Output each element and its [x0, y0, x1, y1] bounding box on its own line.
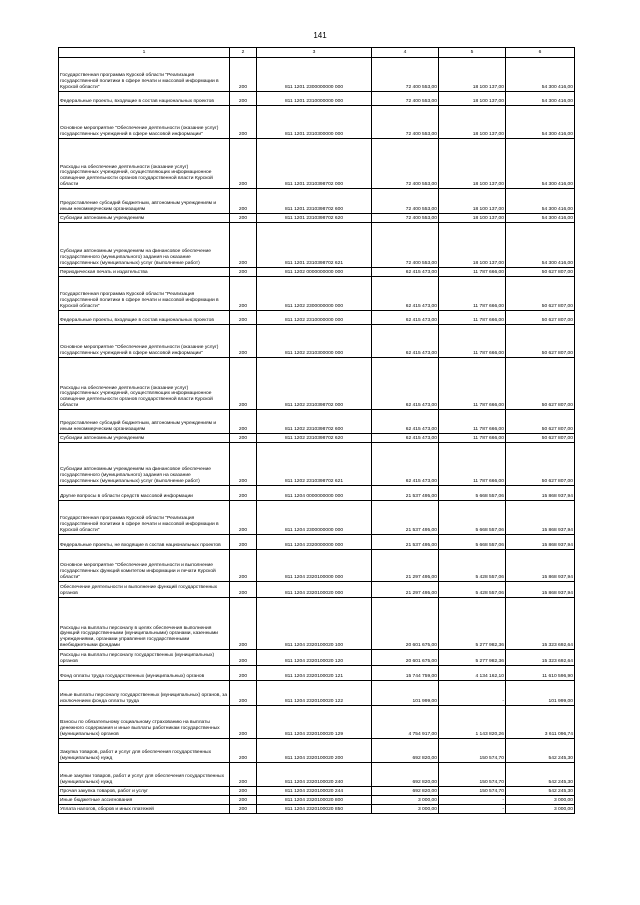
- row-column2-cell: 200: [230, 92, 257, 106]
- row-name-cell: Государственная программа Курской области "Реализация государственной политики в сфере печати и массовой информации в Курской области": [59, 277, 230, 311]
- row-executed-amount-cell: 11 787 666,00: [439, 410, 506, 434]
- row-name-cell: Государственная программа Курской области "Реализация государственной политики в сфере печати и массовой информации в Курской области": [59, 58, 230, 92]
- row-code-cell: 811 1202 2310000000 000: [257, 311, 372, 325]
- row-code-cell: 811 1201 2310398702 000: [257, 139, 372, 189]
- row-approved-amount-cell: 62 415 473,00: [372, 443, 439, 486]
- row-column2-cell: 200: [230, 763, 257, 787]
- column-header-5: 5: [439, 48, 506, 58]
- row-approved-amount-cell: 15 744 759,00: [372, 666, 439, 681]
- row-column2-cell: 200: [230, 214, 257, 223]
- row-approved-amount-cell: 62 415 473,00: [372, 268, 439, 277]
- row-approved-amount-cell: 72 400 553,00: [372, 92, 439, 106]
- row-remaining-amount-cell: 15 868 937,94: [506, 550, 575, 582]
- row-executed-amount-cell: 18 100 137,00: [439, 189, 506, 214]
- row-executed-amount-cell: -: [439, 796, 506, 805]
- row-column2-cell: 200: [230, 681, 257, 706]
- row-code-cell: 811 1204 2320100020 100: [257, 598, 372, 650]
- row-executed-amount-cell: 11 787 666,00: [439, 325, 506, 358]
- table-row: [59, 106, 575, 139]
- column-header-3: 3: [257, 48, 372, 58]
- row-remaining-amount-cell: 54 300 416,00: [506, 92, 575, 106]
- table-row: [59, 443, 575, 486]
- row-column2-cell: 200: [230, 106, 257, 139]
- table-row: [59, 325, 575, 358]
- row-executed-amount-cell: 4 134 162,10: [439, 666, 506, 681]
- row-executed-amount-cell: 150 574,70: [439, 787, 506, 796]
- row-executed-amount-cell: 5 277 982,36: [439, 650, 506, 666]
- row-remaining-amount-cell: 542 245,30: [506, 787, 575, 796]
- table-row: [59, 805, 575, 814]
- row-executed-amount-cell: 5 668 557,06: [439, 535, 506, 550]
- row-remaining-amount-cell: 54 300 416,00: [506, 58, 575, 92]
- row-column2-cell: 200: [230, 787, 257, 796]
- row-name-cell: Фонд оплаты труда государственных (муниципальных) органов: [59, 666, 230, 681]
- row-executed-amount-cell: 11 787 666,00: [439, 277, 506, 311]
- row-remaining-amount-cell: 50 627 807,00: [506, 277, 575, 311]
- row-approved-amount-cell: 62 415 473,00: [372, 311, 439, 325]
- row-column2-cell: 200: [230, 223, 257, 268]
- row-approved-amount-cell: 62 415 473,00: [372, 325, 439, 358]
- row-code-cell: 811 1204 2320100020 244: [257, 787, 372, 796]
- row-remaining-amount-cell: 54 300 416,00: [506, 139, 575, 189]
- row-code-cell: 811 1204 2320100020 850: [257, 805, 372, 814]
- row-executed-amount-cell: 11 787 666,00: [439, 434, 506, 443]
- row-code-cell: 811 1204 2320100020 240: [257, 763, 372, 787]
- row-remaining-amount-cell: 50 627 807,00: [506, 443, 575, 486]
- row-remaining-amount-cell: 50 627 807,00: [506, 268, 575, 277]
- row-remaining-amount-cell: 15 323 692,64: [506, 598, 575, 650]
- row-code-cell: 811 1201 2310000000 000: [257, 92, 372, 106]
- row-column2-cell: 200: [230, 666, 257, 681]
- row-approved-amount-cell: 21 537 495,00: [372, 535, 439, 550]
- row-code-cell: 811 1204 2320100020 800: [257, 796, 372, 805]
- row-approved-amount-cell: 20 601 675,00: [372, 650, 439, 666]
- table-row: [59, 311, 575, 325]
- column-header-1: 1: [59, 48, 230, 58]
- row-column2-cell: 200: [230, 58, 257, 92]
- row-name-cell: Основное мероприятие "Обеспечение деятельности и выполнение государственных функций комитетом информации и печати Курской области": [59, 550, 230, 582]
- row-code-cell: 811 1204 2320100020 120: [257, 650, 372, 666]
- row-name-cell: Расходы на выплаты персоналу государственных (муниципальных) органов: [59, 650, 230, 666]
- table-row: [59, 681, 575, 706]
- row-column2-cell: 200: [230, 650, 257, 666]
- table-row: [59, 139, 575, 189]
- table-row: [59, 787, 575, 796]
- budget-table: [58, 47, 575, 814]
- row-code-cell: 811 1201 2310398702 600: [257, 189, 372, 214]
- row-approved-amount-cell: 21 297 495,00: [372, 582, 439, 598]
- row-remaining-amount-cell: 3 000,00: [506, 805, 575, 814]
- row-approved-amount-cell: 692 820,00: [372, 739, 439, 763]
- table-row: [59, 501, 575, 535]
- row-code-cell: 811 1204 2320100020 122: [257, 681, 372, 706]
- row-column2-cell: 200: [230, 277, 257, 311]
- row-executed-amount-cell: -: [439, 805, 506, 814]
- row-executed-amount-cell: 5 668 557,06: [439, 486, 506, 501]
- row-name-cell: Расходы на обеспечение деятельности (оказание услуг) государственных учреждений, осуществляющих информационное освещение деятельности органов государственной власти Курской области: [59, 139, 230, 189]
- row-column2-cell: 200: [230, 358, 257, 410]
- row-name-cell: Иные закупки товаров, работ и услуг для обеспечения государственных (муниципальных) нужд: [59, 763, 230, 787]
- table-body: [59, 58, 575, 814]
- row-remaining-amount-cell: 54 300 416,00: [506, 214, 575, 223]
- table-row: [59, 650, 575, 666]
- row-name-cell: Субсидии автономным учреждениям на финансовое обеспечение государственного (муниципального) задания на оказание государственных (муниципальных) услуг (выполнение работ): [59, 223, 230, 268]
- row-remaining-amount-cell: 50 627 807,00: [506, 410, 575, 434]
- row-code-cell: 811 1204 2320100020 121: [257, 666, 372, 681]
- row-approved-amount-cell: 62 415 473,00: [372, 277, 439, 311]
- row-code-cell: 811 1204 2320100020 200: [257, 739, 372, 763]
- row-name-cell: Другие вопросы в области средств массовой информации: [59, 486, 230, 501]
- table-row: [59, 277, 575, 311]
- row-code-cell: 811 1202 2310398702 600: [257, 410, 372, 434]
- row-approved-amount-cell: 3 000,00: [372, 796, 439, 805]
- table-row: [59, 358, 575, 410]
- row-code-cell: 811 1201 2310398702 621: [257, 223, 372, 268]
- row-code-cell: 811 1202 2310398702 620: [257, 434, 372, 443]
- row-column2-cell: 200: [230, 550, 257, 582]
- row-remaining-amount-cell: 542 245,30: [506, 763, 575, 787]
- row-remaining-amount-cell: 101 999,00: [506, 681, 575, 706]
- row-name-cell: Субсидии автономным учреждениям на финансовое обеспечение государственного (муниципального) задания на оказание государственных (муниципальных) услуг (выполнение работ): [59, 443, 230, 486]
- column-header-2: 2: [230, 48, 257, 58]
- table-row: [59, 550, 575, 582]
- row-executed-amount-cell: 18 100 137,00: [439, 139, 506, 189]
- table-row: [59, 268, 575, 277]
- row-name-cell: Прочая закупка товаров, работ и услуг: [59, 787, 230, 796]
- row-code-cell: 811 1202 2310398702 000: [257, 358, 372, 410]
- row-column2-cell: 200: [230, 501, 257, 535]
- column-header-6: 6: [506, 48, 575, 58]
- row-approved-amount-cell: 62 415 473,00: [372, 434, 439, 443]
- row-column2-cell: 200: [230, 486, 257, 501]
- row-remaining-amount-cell: 54 300 416,00: [506, 189, 575, 214]
- row-column2-cell: 200: [230, 598, 257, 650]
- row-column2-cell: 200: [230, 443, 257, 486]
- row-remaining-amount-cell: 3 611 096,74: [506, 706, 575, 739]
- row-name-cell: Государственная программа Курской области "Реализация государственной политики в сфере печати и массовой информации в Курской области": [59, 501, 230, 535]
- row-name-cell: Предоставление субсидий бюджетным, автономным учреждениям и иным некоммерческим организациям: [59, 189, 230, 214]
- row-executed-amount-cell: 11 787 666,00: [439, 443, 506, 486]
- table-row: [59, 666, 575, 681]
- row-code-cell: 811 1201 2310398702 620: [257, 214, 372, 223]
- table-row: [59, 535, 575, 550]
- table-row: [59, 410, 575, 434]
- row-approved-amount-cell: 20 601 675,00: [372, 598, 439, 650]
- row-remaining-amount-cell: 54 300 416,00: [506, 106, 575, 139]
- row-name-cell: Федеральные проекты, входящие в состав национальных проектов: [59, 92, 230, 106]
- row-executed-amount-cell: 18 100 137,00: [439, 214, 506, 223]
- row-executed-amount-cell: 18 100 137,00: [439, 223, 506, 268]
- row-name-cell: Субсидии автономным учреждениям: [59, 214, 230, 223]
- table-row: [59, 434, 575, 443]
- row-remaining-amount-cell: 50 627 807,00: [506, 434, 575, 443]
- row-executed-amount-cell: 5 668 557,06: [439, 501, 506, 535]
- row-approved-amount-cell: 21 297 495,00: [372, 550, 439, 582]
- table-row: [59, 706, 575, 739]
- row-column2-cell: 200: [230, 535, 257, 550]
- row-executed-amount-cell: -: [439, 681, 506, 706]
- row-remaining-amount-cell: 50 627 807,00: [506, 325, 575, 358]
- row-approved-amount-cell: 21 537 495,00: [372, 501, 439, 535]
- row-approved-amount-cell: 72 400 553,00: [372, 139, 439, 189]
- row-column2-cell: 200: [230, 739, 257, 763]
- row-remaining-amount-cell: 15 868 937,94: [506, 501, 575, 535]
- table-row: [59, 763, 575, 787]
- row-code-cell: 811 1204 2300000000 000: [257, 501, 372, 535]
- row-column2-cell: 200: [230, 311, 257, 325]
- row-code-cell: 811 1202 2310300000 000: [257, 325, 372, 358]
- row-approved-amount-cell: 72 400 553,00: [372, 214, 439, 223]
- row-name-cell: Периодическая печать и издательства: [59, 268, 230, 277]
- row-column2-cell: 200: [230, 796, 257, 805]
- table-row: [59, 598, 575, 650]
- row-executed-amount-cell: 11 787 666,00: [439, 358, 506, 410]
- row-executed-amount-cell: 1 143 820,26: [439, 706, 506, 739]
- table-row: [59, 223, 575, 268]
- row-remaining-amount-cell: 50 627 807,00: [506, 358, 575, 410]
- table-header-row: [59, 48, 575, 58]
- row-code-cell: 811 1204 2320100020 129: [257, 706, 372, 739]
- row-column2-cell: 200: [230, 139, 257, 189]
- row-approved-amount-cell: 72 400 553,00: [372, 223, 439, 268]
- row-executed-amount-cell: 5 277 982,36: [439, 598, 506, 650]
- row-code-cell: 811 1202 2300000000 000: [257, 277, 372, 311]
- row-executed-amount-cell: 11 787 666,00: [439, 311, 506, 325]
- row-approved-amount-cell: 62 415 473,00: [372, 410, 439, 434]
- row-executed-amount-cell: 18 100 137,00: [439, 106, 506, 139]
- row-name-cell: Основное мероприятие "Обеспечение деятельности (оказание услуг) государственных учреждений в сфере массовой информации": [59, 325, 230, 358]
- row-code-cell: 811 1204 0000000000 000: [257, 486, 372, 501]
- row-approved-amount-cell: 62 415 473,00: [372, 358, 439, 410]
- table-row: [59, 92, 575, 106]
- row-name-cell: Основное мероприятие "Обеспечение деятельности (оказание услуг) государственных учреждений в сфере массовой информации": [59, 106, 230, 139]
- row-code-cell: 811 1204 2320100020 000: [257, 582, 372, 598]
- row-name-cell: Закупка товаров, работ и услуг для обеспечения государственных (муниципальных) нужд: [59, 739, 230, 763]
- row-remaining-amount-cell: 15 868 937,94: [506, 486, 575, 501]
- table-row: [59, 739, 575, 763]
- row-code-cell: 811 1204 2320100000 000: [257, 550, 372, 582]
- row-executed-amount-cell: 150 574,70: [439, 763, 506, 787]
- row-column2-cell: 200: [230, 325, 257, 358]
- row-column2-cell: 200: [230, 434, 257, 443]
- row-name-cell: Иные бюджетные ассигнования: [59, 796, 230, 805]
- row-column2-cell: 200: [230, 268, 257, 277]
- row-column2-cell: 200: [230, 410, 257, 434]
- row-executed-amount-cell: 18 100 137,00: [439, 58, 506, 92]
- row-approved-amount-cell: 72 400 553,00: [372, 106, 439, 139]
- row-remaining-amount-cell: 50 627 807,00: [506, 311, 575, 325]
- table-row: [59, 189, 575, 214]
- row-approved-amount-cell: 692 820,00: [372, 763, 439, 787]
- row-approved-amount-cell: 101 999,00: [372, 681, 439, 706]
- row-code-cell: 811 1202 2310398702 621: [257, 443, 372, 486]
- row-name-cell: Федеральные проекты, не входящие в состав национальных проектов: [59, 535, 230, 550]
- row-approved-amount-cell: 72 400 553,00: [372, 58, 439, 92]
- row-name-cell: Иные выплаты персоналу государственных (муниципальных) органов, за исключением фонда оплаты труда: [59, 681, 230, 706]
- row-approved-amount-cell: 21 537 495,00: [372, 486, 439, 501]
- row-executed-amount-cell: 5 428 557,06: [439, 582, 506, 598]
- row-approved-amount-cell: 692 820,00: [372, 787, 439, 796]
- row-remaining-amount-cell: 11 610 596,90: [506, 666, 575, 681]
- page-number: 141: [313, 31, 327, 40]
- row-name-cell: Уплата налогов, сборов и иных платежей: [59, 805, 230, 814]
- row-name-cell: Взносы по обязательному социальному страхованию на выплаты денежного содержания и иные выплаты работникам государственных (муниципальных) органов: [59, 706, 230, 739]
- row-remaining-amount-cell: 54 300 416,00: [506, 223, 575, 268]
- row-name-cell: Федеральные проекты, входящие в состав национальных проектов: [59, 311, 230, 325]
- row-name-cell: Расходы на выплаты персоналу в целях обеспечения выполнения функций государственными (муниципальными) органами, казенными учреждениями, органами управления государственными внебюджетными фондами: [59, 598, 230, 650]
- table-row: [59, 582, 575, 598]
- table-row: [59, 214, 575, 223]
- row-approved-amount-cell: 3 000,00: [372, 805, 439, 814]
- row-code-cell: 811 1202 0000000000 000: [257, 268, 372, 277]
- row-executed-amount-cell: 11 787 666,00: [439, 268, 506, 277]
- row-approved-amount-cell: 4 754 917,00: [372, 706, 439, 739]
- table-row: [59, 796, 575, 805]
- row-code-cell: 811 1201 2300000000 000: [257, 58, 372, 92]
- row-name-cell: Расходы на обеспечение деятельности (оказание услуг) государственных учреждений, осуществляющих информационное освещение деятельности органов государственной власти Курской области: [59, 358, 230, 410]
- row-executed-amount-cell: 150 574,70: [439, 739, 506, 763]
- row-name-cell: Обеспечение деятельности и выполнение функций государственных органов: [59, 582, 230, 598]
- row-remaining-amount-cell: 15 323 692,64: [506, 650, 575, 666]
- row-name-cell: Предоставление субсидий бюджетным, автономным учреждениям и иным некоммерческим организациям: [59, 410, 230, 434]
- row-remaining-amount-cell: 542 245,30: [506, 739, 575, 763]
- row-remaining-amount-cell: 15 868 937,94: [506, 535, 575, 550]
- row-column2-cell: 200: [230, 582, 257, 598]
- table-row: [59, 486, 575, 501]
- column-header-4: 4: [372, 48, 439, 58]
- row-executed-amount-cell: 5 428 557,06: [439, 550, 506, 582]
- table-row: [59, 58, 575, 92]
- row-code-cell: 811 1204 2320000000 000: [257, 535, 372, 550]
- row-column2-cell: 200: [230, 189, 257, 214]
- row-name-cell: Субсидии автономным учреждениям: [59, 434, 230, 443]
- row-executed-amount-cell: 18 100 137,00: [439, 92, 506, 106]
- row-remaining-amount-cell: 15 868 937,94: [506, 582, 575, 598]
- row-remaining-amount-cell: 3 000,00: [506, 796, 575, 805]
- row-approved-amount-cell: 72 400 553,00: [372, 189, 439, 214]
- row-column2-cell: 200: [230, 805, 257, 814]
- row-column2-cell: 200: [230, 706, 257, 739]
- row-code-cell: 811 1201 2310300000 000: [257, 106, 372, 139]
